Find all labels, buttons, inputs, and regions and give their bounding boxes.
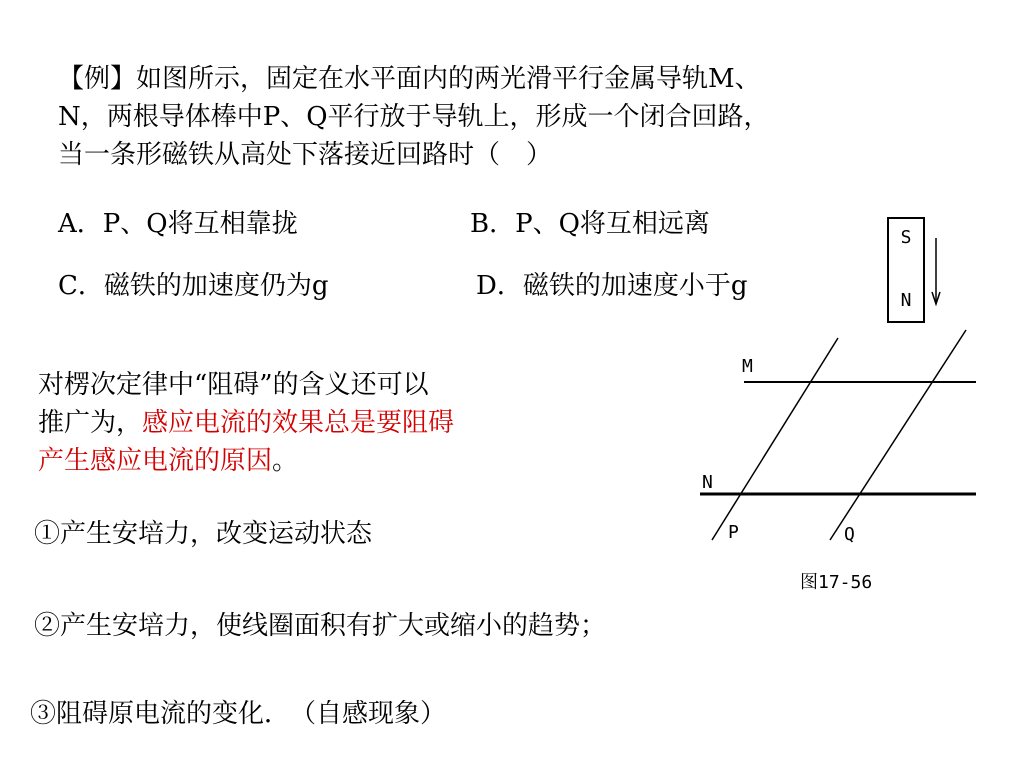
question-stem-line-1: 【例】如图所示，固定在水平面内的两光滑平行金属导轨M、 bbox=[58, 64, 761, 94]
option-a: A．P、Q将互相靠拢 bbox=[58, 209, 298, 239]
rail-n-label: N bbox=[702, 472, 713, 493]
figure-caption: 图17-56 bbox=[800, 572, 873, 593]
explanation-line-2-prefix: 推广为， bbox=[38, 408, 143, 438]
point-3: ③阻碍原电流的变化． （自感现象） bbox=[30, 699, 447, 729]
magnet-n-label: N bbox=[900, 290, 912, 311]
explanation-highlight-1: 感应电流的效果总是要阻碍 bbox=[142, 408, 455, 438]
option-d: D．磁铁的加速度小于g bbox=[476, 271, 748, 301]
explanation-highlight-2: 产生感应电流的原因 bbox=[38, 446, 273, 476]
rod-q-label: Q bbox=[844, 524, 855, 545]
option-b: B．P、Q将互相远离 bbox=[470, 209, 710, 239]
rail-m-label: M bbox=[742, 356, 753, 377]
question-stem-line-2: N，两根导体棒中P、Q平行放于导轨上，形成一个闭合回路， bbox=[58, 102, 770, 132]
magnet-s-label: S bbox=[900, 227, 912, 248]
point-2: ②产生安培力，使线圈面积有扩大或缩小的趋势； bbox=[34, 611, 607, 641]
explanation-line-1: 对楞次定律中“阻碍”的含义还可以 bbox=[38, 370, 429, 400]
rod-q bbox=[830, 330, 966, 540]
question-stem-line-3: 当一条形磁铁从高处下落接近回路时（ ） bbox=[58, 140, 553, 170]
option-c: C．磁铁的加速度仍为g bbox=[58, 271, 329, 301]
explanation-line-3-suffix: 。 bbox=[272, 446, 299, 476]
rod-p bbox=[712, 338, 838, 540]
point-1: ①产生安培力，改变运动状态 bbox=[34, 519, 373, 549]
rod-p-label: P bbox=[728, 522, 739, 543]
